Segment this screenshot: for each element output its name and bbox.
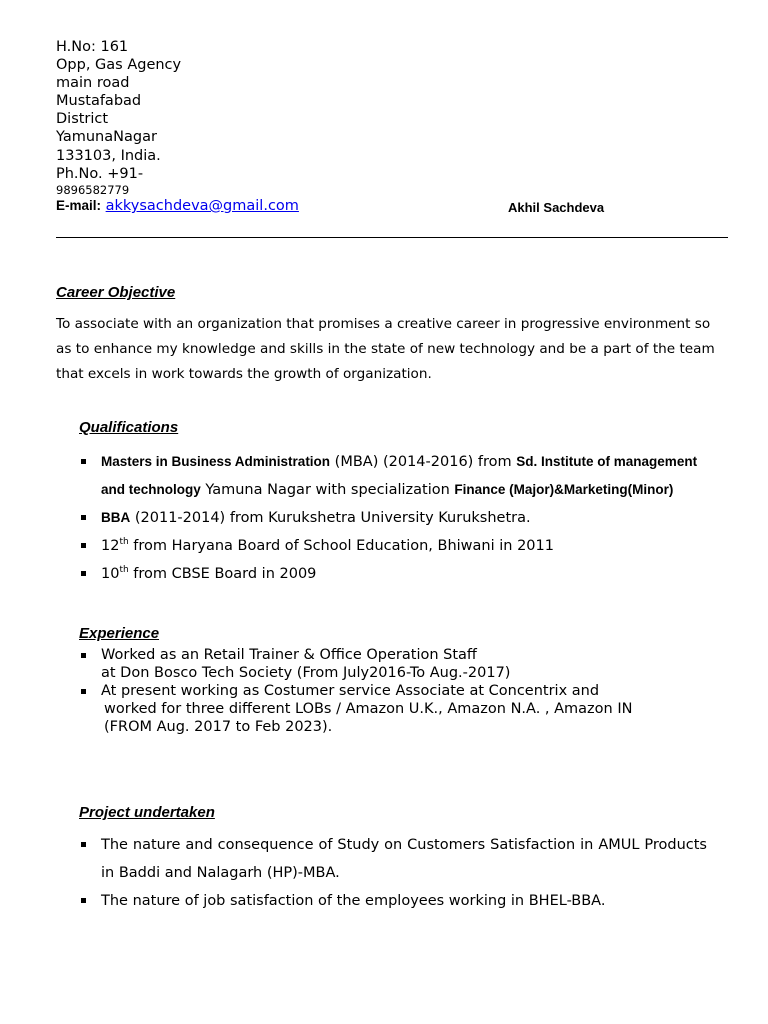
address-line: 133103, India. bbox=[56, 147, 161, 164]
experience-line: at Don Bosco Tech Society (From July2016-To Aug.-2017) bbox=[101, 665, 511, 681]
experience-list bbox=[79, 646, 719, 736]
qualification-text: from CBSE Board in 2009 bbox=[128, 566, 317, 582]
divider-short bbox=[56, 237, 102, 238]
ordinal-suffix: th bbox=[119, 565, 129, 576]
specialization: Finance (Major)&Marketing(Minor) bbox=[454, 482, 674, 497]
qualification-item bbox=[79, 448, 719, 504]
address-line: YamunaNagar bbox=[56, 129, 157, 146]
email-label: E-mail: bbox=[56, 198, 102, 213]
address-block bbox=[56, 38, 181, 198]
address-line: Opp, Gas Agency bbox=[56, 57, 182, 74]
ordinal-suffix: th bbox=[119, 537, 129, 548]
degree-name: BBA bbox=[101, 510, 131, 525]
qualification-item bbox=[79, 532, 719, 560]
candidate-name: Akhil Sachdeva bbox=[508, 200, 605, 215]
address-line: Mustafabad bbox=[56, 93, 142, 110]
qualification-text: Yamuna Nagar with specialization bbox=[200, 482, 455, 498]
qualifications-list bbox=[79, 448, 719, 588]
grade-number: 12 bbox=[101, 538, 120, 554]
projects-list bbox=[79, 831, 707, 915]
address-line: District bbox=[56, 111, 109, 128]
experience-heading: Experience bbox=[79, 625, 160, 642]
projects-heading: Project undertaken bbox=[79, 804, 215, 821]
divider-line bbox=[101, 237, 728, 238]
qualification-text: (MBA) (2014-2016) from bbox=[330, 454, 517, 470]
phone-number: 9896582779 bbox=[56, 182, 130, 197]
address-line: main road bbox=[56, 75, 130, 92]
email-link[interactable]: akkysachdeva@gmail.com bbox=[105, 198, 299, 214]
degree-name: Masters in Business Administration bbox=[101, 454, 331, 469]
career-objective-heading: Career Objective bbox=[56, 284, 176, 301]
grade-number: 10 bbox=[101, 566, 120, 582]
qualification-text: (2011-2014) from Kurukshetra University Kurukshetra. bbox=[130, 510, 531, 526]
experience-line: worked for three different LOBs / Amazon U.K., Amazon N.A. , Amazon IN bbox=[104, 701, 633, 717]
experience-item bbox=[79, 682, 719, 736]
project-item: The nature and consequence of Study on Customers Satisfaction in AMUL Products in Baddi and Nalagarh (HP)-MBA. bbox=[79, 831, 707, 887]
address-line: H.No: 161 bbox=[56, 39, 129, 55]
qualification-item bbox=[79, 560, 719, 588]
email-line bbox=[56, 198, 299, 214]
phone-label: Ph.No. +91- bbox=[56, 165, 144, 182]
project-item: The nature of job satisfaction of the employees working in BHEL-BBA. bbox=[79, 887, 707, 915]
qualification-text: from Haryana Board of School Education, Bhiwani in 2011 bbox=[128, 538, 554, 554]
experience-line: At present working as Costumer service Associate at Concentrix and bbox=[101, 683, 600, 699]
qualification-item bbox=[79, 504, 719, 532]
institute-name: Sd. Institute of management and technology bbox=[101, 454, 698, 497]
career-objective-text: To associate with an organization that promises a creative career in progressive environment so as to enhance my knowledge and skills in the state of new technology and be a part of the team that excels in work towards the growth of organization. bbox=[56, 316, 715, 382]
experience-line: (FROM Aug. 2017 to Feb 2023). bbox=[104, 719, 333, 735]
experience-line: Worked as an Retail Trainer & Office Operation Staff bbox=[101, 647, 477, 663]
experience-item bbox=[79, 646, 719, 682]
qualifications-heading: Qualifications bbox=[79, 419, 179, 436]
